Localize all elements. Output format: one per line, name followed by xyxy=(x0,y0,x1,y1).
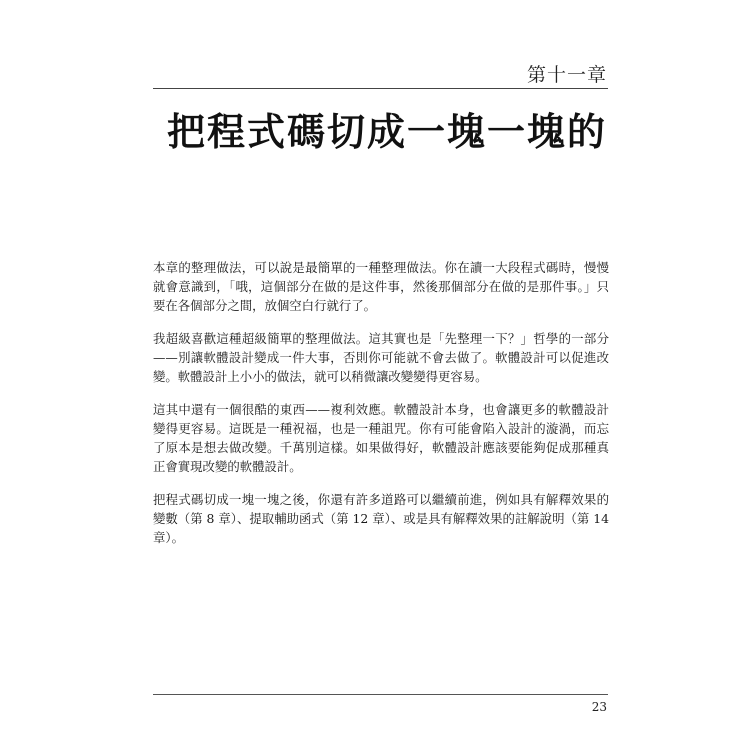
page-number: 23 xyxy=(591,700,607,714)
paragraph-2: 我超級喜歡這種超級簡單的整理做法。這其實也是「先整理一下？」哲學的一部分——別讓軟體設計變成一件大事，否則你可能就不會去做了。軟體設計可以促進改變。軟體設計上小小的做法，就可以稍微讓改變變得更容易。 xyxy=(153,331,609,384)
body-text xyxy=(153,258,609,561)
paragraph-4: 把程式碼切成一塊一塊之後，你還有許多道路可以繼續前進，例如具有解釋效果的變數（第 8 章）、提取輔助函式（第 12 章）、或是具有解釋效果的註解說明（第 14 章）。 xyxy=(153,492,609,545)
paragraph-1: 本章的整理做法，可以說是最簡單的一種整理做法。你在讀一大段程式碼時，慢慢就會意識到，「哦，這個部分在做的是这件事，然後那個部分在做的是那件事。」只要在各個部分之間，放個空白行就行了。 xyxy=(153,260,609,313)
chapter-title: 把程式碼切成一塊一塊的 xyxy=(166,110,607,154)
chapter-label: 第十一章 xyxy=(526,64,607,86)
footer-divider xyxy=(153,694,608,695)
paragraph-3: 這其中還有一個很酷的東西——複利效應。軟體設計本身，也會讓更多的軟體設計變得更容易。這既是一種祝福，也是一種詛咒。你有可能會陷入設計的漩渦，而忘了原本是想去做改變。千萬別這樣。如果做得好，軟體設計應該要能夠促成那種真正會實現改變的軟體設計。 xyxy=(153,402,609,474)
chapter-divider xyxy=(153,88,608,89)
